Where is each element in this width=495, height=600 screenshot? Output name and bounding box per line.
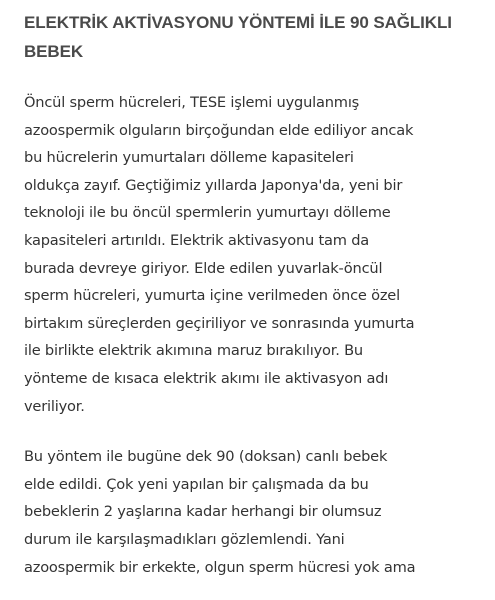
paragraph-line: oldukça zayıf. Geçtiğimiz yıllarda Japonya'da, yeni bir: [24, 176, 403, 194]
paragraph-line: burada devreye giriyor. Elde edilen yuvarlak-öncül: [24, 259, 383, 277]
article-paragraph-1: [24, 89, 484, 420]
paragraph-line: sperm hücreleri, yumurta içine verilmeden önce özel: [24, 287, 400, 305]
paragraph-line: azoospermik bir erkekte, olgun sperm hücresi yok ama: [24, 558, 416, 576]
paragraph-line: kapasiteleri artırıldı. Elektrik aktivasyonu tam da: [24, 231, 370, 249]
paragraph-line: veriliyor.: [24, 397, 85, 415]
paragraph-line: durum ile karşılaşmadıkları gözlemlendi. Yani: [24, 530, 345, 548]
article-heading: [24, 8, 484, 66]
paragraph-line: elde edildi. Çok yeni yapılan bir çalışmada da bu: [24, 475, 369, 493]
paragraph-line: yönteme de kısaca elektrik akımı ile aktivasyon adı: [24, 369, 389, 387]
paragraph-line: bebeklerin 2 yaşlarına kadar herhangi bir olumsuz: [24, 503, 382, 521]
paragraph-line: azoospermik olguların birçoğundan elde ediliyor ancak: [24, 121, 414, 139]
paragraph-line: bu hücrelerin yumurtaları dölleme kapasiteleri: [24, 149, 354, 167]
heading-line: ELEKTRİK AKTİVASYONU YÖNTEMİ İLE 90 SAĞLIKLI: [24, 13, 452, 32]
paragraph-line: Öncül sperm hücreleri, TESE işlemi uygulanmış: [24, 94, 360, 111]
paragraph-line: birtakım süreçlerden geçiriliyor ve sonrasında yumurta: [24, 314, 415, 332]
article: [24, 8, 484, 581]
heading-line: BEBEK: [24, 42, 84, 61]
paragraph-line: ile birlikte elektrik akımına maruz bırakılıyor. Bu: [24, 342, 363, 360]
paragraph-line: teknoloji ile bu öncül spermlerin yumurtayı dölleme: [24, 204, 391, 222]
paragraph-line: Bu yöntem ile bugüne dek 90 (doksan) canlı bebek: [24, 448, 388, 466]
article-paragraph-2: [24, 443, 484, 581]
